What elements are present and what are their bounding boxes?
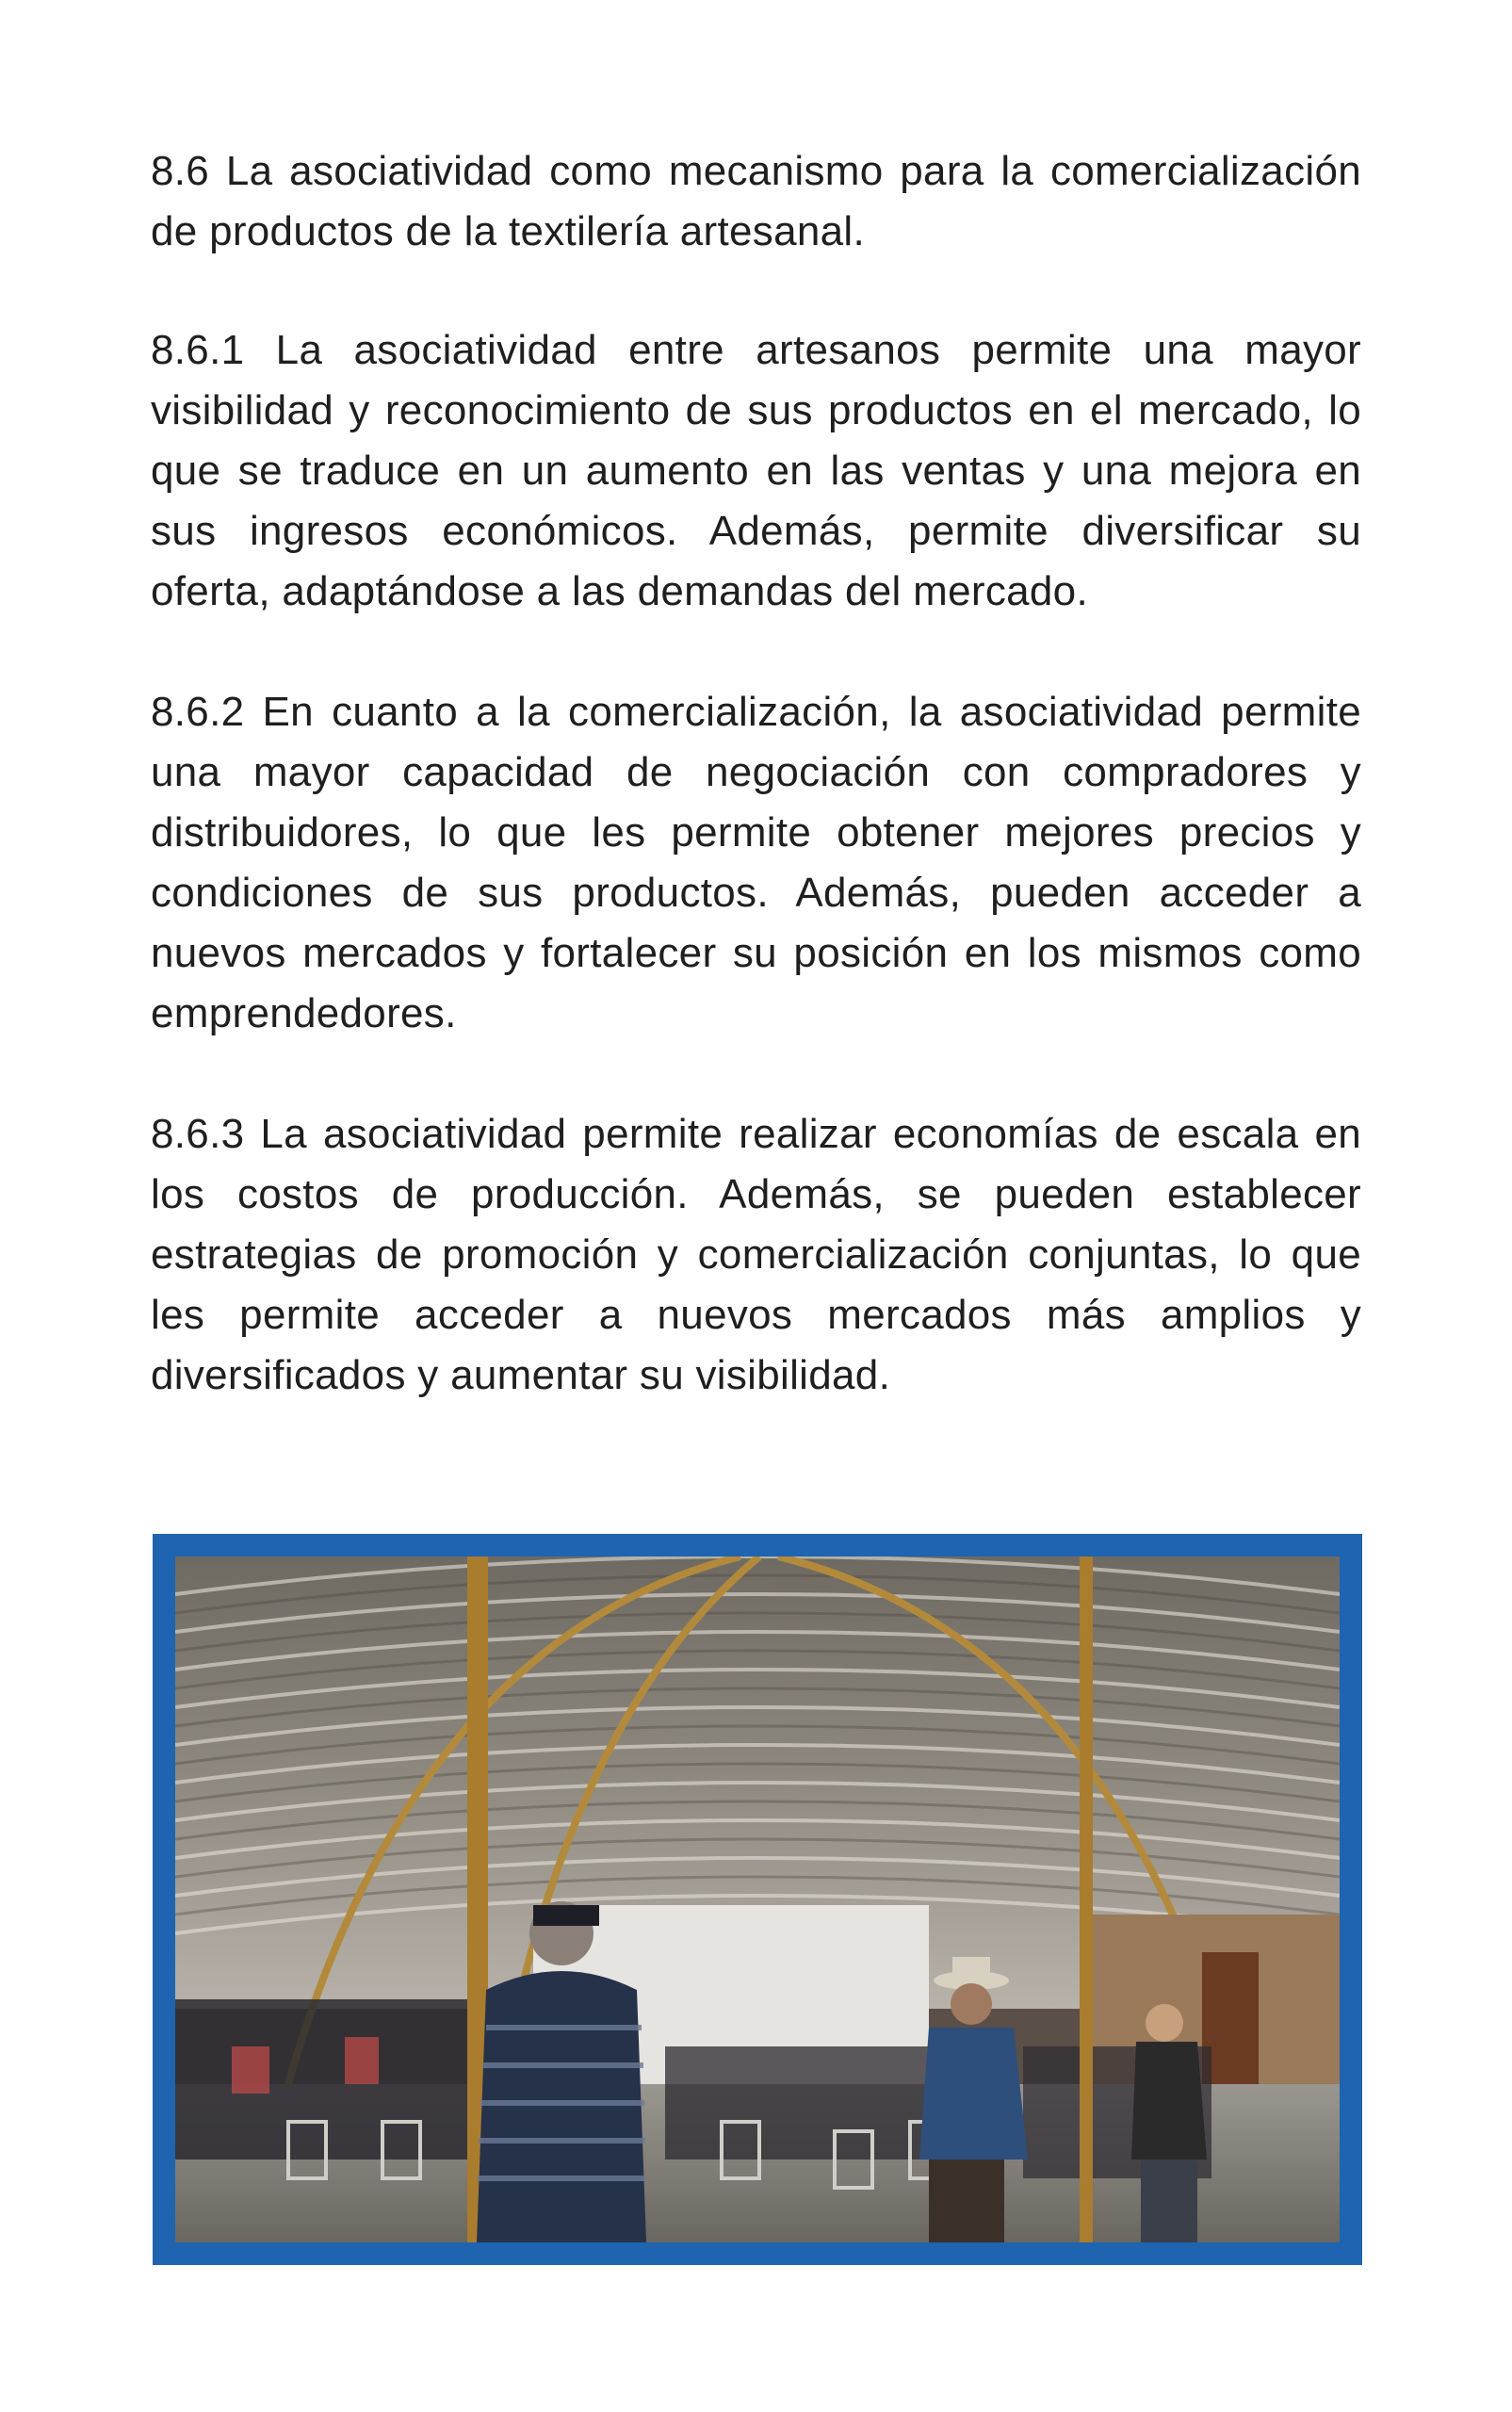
document-body [151, 141, 1361, 1466]
paragraph-8-6-1: 8.6.1 La asociatividad entre artesanos permite una mayor visibilidad y reconocimiento de sus productos en el mercado, lo que se traduce en un aumento en las ventas y una mejora en sus ingresos económicos. Además, permite diversificar su oferta, adaptándose a las demandas del mercado. [151, 327, 1361, 614]
photo-frame [153, 1534, 1362, 2265]
dome-meeting-photo [175, 1556, 1340, 2242]
event-photo [175, 1556, 1340, 2242]
paragraph-8-6-3: 8.6.3 La asociatividad permite realizar economías de escala en los costos de producción. Además, se pueden establecer estrategias de promoción y comercialización conjuntas, lo que les permite acceder a nuevos mercados más amplios y diversificados y aumentar su visibilidad. [151, 1111, 1361, 1398]
paragraph-8-6-2: 8.6.2 En cuanto a la comercialización, la asociatividad permite una mayor capacidad de negociación con compradores y distribuidores, lo que les permite obtener mejores precios y condiciones de sus productos. Además, pueden acceder a nuevos mercados y fortalecer su posición en los mismos como emprendedores. [151, 689, 1361, 1036]
section-heading: 8.6 La asociatividad como mecanismo para la comercialización de productos de la textilería artesanal. [151, 148, 1361, 254]
